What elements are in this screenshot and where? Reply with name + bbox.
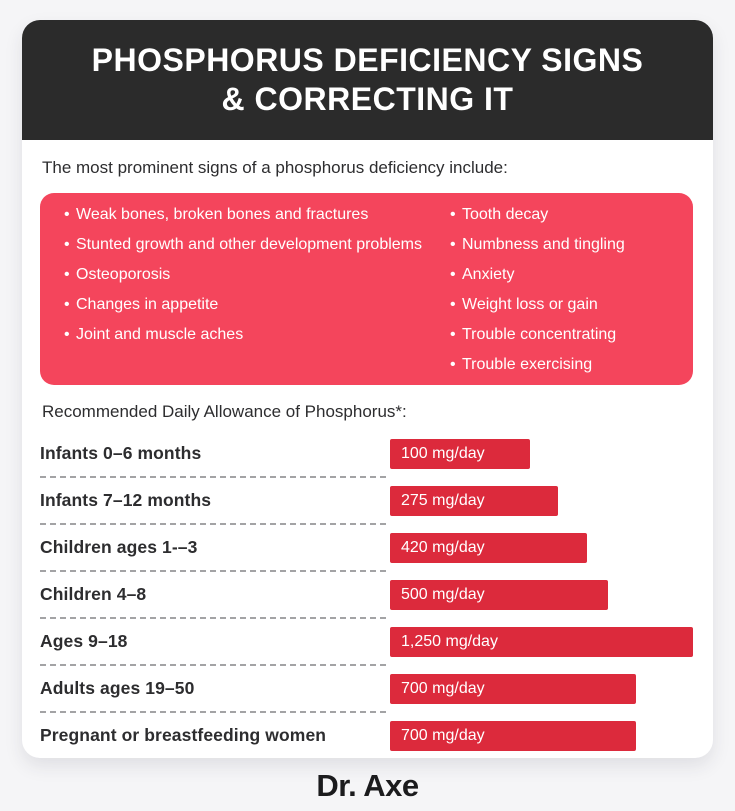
bar bbox=[390, 674, 636, 704]
bar bbox=[390, 486, 558, 516]
category-label: Infants 0–6 months bbox=[40, 443, 202, 463]
list-item: • Osteoporosis bbox=[64, 260, 450, 290]
infographic-card bbox=[22, 20, 713, 758]
bar bbox=[390, 439, 530, 469]
bar bbox=[390, 580, 608, 610]
header-banner bbox=[22, 20, 713, 140]
signs-list-left bbox=[64, 200, 450, 378]
chart-row bbox=[40, 666, 693, 711]
list-item: • Trouble exercising bbox=[450, 350, 683, 380]
bar-value-label: 420 mg/day bbox=[401, 538, 485, 556]
page-title-line-2: & CORRECTING IT bbox=[221, 81, 514, 117]
bar-value-label: 1,250 mg/day bbox=[401, 632, 498, 650]
category-label: Adults ages 19–50 bbox=[40, 678, 195, 698]
category-label: Pregnant or breastfeeding women bbox=[40, 725, 327, 745]
list-item: • Weight loss or gain bbox=[450, 290, 683, 320]
chart-row bbox=[40, 572, 693, 617]
rda-bar-chart bbox=[40, 431, 693, 758]
bar-value-label: 500 mg/day bbox=[401, 585, 485, 603]
bar-value-label: 700 mg/day bbox=[401, 726, 485, 744]
bar bbox=[390, 533, 587, 563]
list-item: • Anxiety bbox=[450, 260, 683, 290]
category-label: Ages 9–18 bbox=[40, 631, 128, 651]
card-body bbox=[22, 140, 713, 758]
bar-value-label: 700 mg/day bbox=[401, 679, 485, 697]
footer bbox=[0, 768, 735, 804]
list-item: • Trouble concentrating bbox=[450, 320, 683, 350]
bar bbox=[390, 721, 636, 751]
chart-row bbox=[40, 619, 693, 664]
list-item: • Changes in appetite bbox=[64, 290, 450, 320]
chart-row bbox=[40, 431, 693, 476]
list-item: • Numbness and tingling bbox=[450, 230, 683, 260]
category-label: Children 4–8 bbox=[40, 584, 147, 604]
chart-row bbox=[40, 525, 693, 570]
bar bbox=[390, 627, 693, 657]
chart-row bbox=[40, 713, 693, 758]
list-item: • Joint and muscle aches bbox=[64, 320, 450, 350]
list-item: • Weak bones, broken bones and fractures bbox=[64, 200, 450, 230]
bar-value-label: 100 mg/day bbox=[401, 444, 485, 462]
brand-logo: Dr. Axe bbox=[316, 768, 419, 803]
category-label: Infants 7–12 months bbox=[40, 490, 212, 510]
intro-text: The most prominent signs of a phosphorus deficiency include: bbox=[42, 158, 508, 177]
list-item: • Tooth decay bbox=[450, 200, 683, 230]
chart-title: Recommended Daily Allowance of Phosphorus*: bbox=[42, 402, 407, 421]
bar-value-label: 275 mg/day bbox=[401, 491, 485, 509]
deficiency-signs-box bbox=[40, 193, 693, 385]
signs-list-right bbox=[450, 200, 683, 378]
category-label: Children ages 1-–3 bbox=[40, 537, 198, 557]
page-title-line-1: PHOSPHORUS DEFICIENCY SIGNS bbox=[91, 42, 644, 78]
list-item: • Stunted growth and other development problems bbox=[64, 230, 450, 260]
chart-row bbox=[40, 478, 693, 523]
